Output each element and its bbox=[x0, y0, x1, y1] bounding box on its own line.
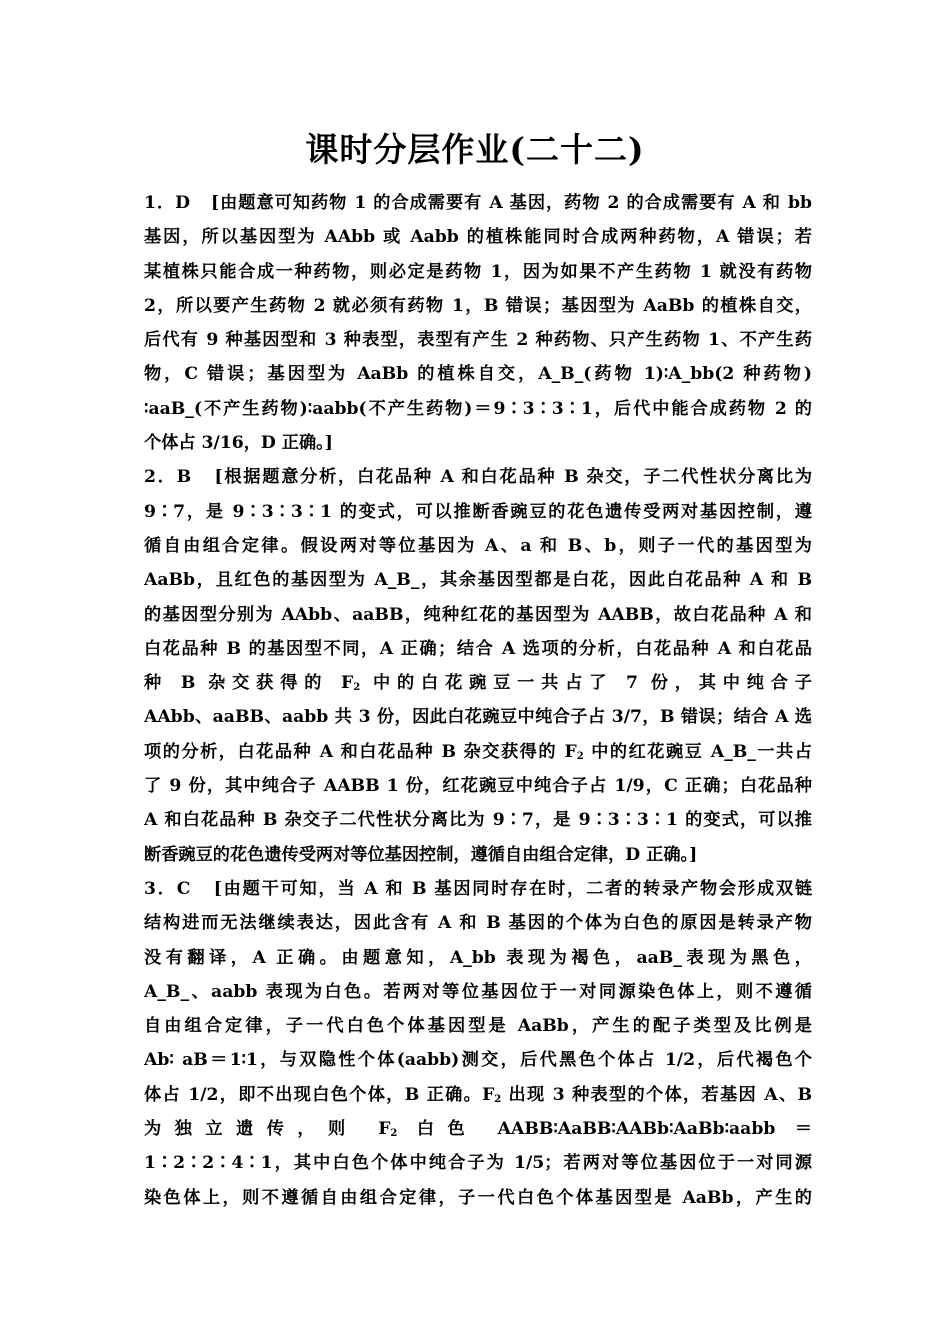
answer-1-line-2: 基因，所以基因型为 AAbb 或 Aabb 的植株能同时合成两种药物，A 错误；若 bbox=[144, 227, 812, 248]
answer-3-line-3: 没有翻译，A 正确。由题意知，A_bb 表现为褐色，aaB_表现为黑色， bbox=[144, 947, 812, 968]
answer-2-line-2: 9∶7，是 9∶3∶3∶1 的变式，可以推断香豌豆的花色遗传受两对基因控制，遵 bbox=[144, 501, 812, 522]
answer-3-line-7: 体占 1/2，即不出现白色个体，B 正确。$F_2$ 出现 3 种表型的个体，若基因 A、B bbox=[144, 1084, 812, 1105]
answer-2-line-1: 2．B [根据题意分析，白花品种 A 和白花品种 B 杂交，子二代性状分离比为 bbox=[144, 467, 812, 488]
answer-2-line-3: 循自由组合定律。假设两对等位基因为 A、a 和 B、b，则子一代的基因型为 bbox=[144, 535, 812, 556]
answer-2-line-9: 项的分析，白花品种 A 和白花品种 B 杂交获得的 $F_2$ 中的红花豌豆 A_B_一共占 bbox=[144, 741, 812, 762]
answer-2-label: 2．B bbox=[144, 467, 192, 488]
answer-1-line-6: 物，C 错误；基因型为 AaBb 的植株自交，A_B_(药物 1)∶A_bb(2 种药物) bbox=[144, 364, 812, 385]
answer-3-line-10: 染色体上，则不遵循自由组合定律，子一代白色个体基因型是 AaBb，产生的 bbox=[144, 1187, 812, 1208]
answer-1-line-7: ∶aaB_(不产生药物)∶aabb(不产生药物)＝9∶3∶3∶1，后代中能合成药物 2 的 bbox=[144, 398, 812, 419]
answer-2-line-8: AAbb、aaBB、aabb 共 3 份，因此白花豌豆中纯合子占 3/7，B 错误；结合 A 选 bbox=[144, 707, 812, 728]
answer-2-line-7: 种 B 杂交获得的 $F_2$ 中的白花豌豆一共占了 7 份，其中纯合子 bbox=[144, 673, 812, 694]
answer-3-line-9: 1∶2∶2∶4∶1，其中白色个体中纯合子为 1/5；若两对等位基因位于一对同源 bbox=[144, 1153, 812, 1174]
answer-3-line-1: 3．C [由题干可知，当 A 和 B 基因同时存在时，二者的转录产物会形成双链 bbox=[144, 878, 812, 899]
answer-3-line-4: A_B_、aabb 表现为白色。若两对等位基因位于一对同源染色体上，则不遵循 bbox=[144, 981, 812, 1002]
answer-3-line-8: 为独立遗传，则 $F_2$ 白色 AABB∶AaBB∶AABb∶AaBb∶aabb ＝ bbox=[144, 1119, 812, 1140]
answer-1-line-4: 2，所以要产生药物 2 就必须有药物 1，B 错误；基因型为 AaBb 的植株自交， bbox=[144, 295, 812, 316]
page-title: 课时分层作业(二十二) bbox=[305, 130, 645, 169]
answer-3-label: 3．C bbox=[144, 878, 191, 899]
answer-1-line-5: 后代有 9 种基因型和 3 种表型，表型有产生 2 种药物、只产生药物 1、不产生药 bbox=[144, 330, 812, 351]
answer-2-line-6: 白花品种 B 的基因型不同，A 正确；结合 A 选项的分析，白花品种 A 和白花品 bbox=[144, 638, 812, 659]
answer-2-line-11: A 和白花品种 B 杂交子二代性状分离比为 9∶7，是 9∶3∶3∶1 的变式，可以推 bbox=[144, 810, 812, 831]
answer-1-line-8: 个体占 3/16，D 正确。] bbox=[144, 433, 333, 454]
answer-1-label: 1．D bbox=[144, 193, 191, 213]
answer-2-line-5: 的基因型分别为 AAbb、aaBB，纯种红花的基因型为 AABB，故白花品种 A 和 bbox=[144, 604, 812, 625]
answer-2-line-12: 断香豌豆的花色遗传受两对等位基因控制，遵循自由组合定律，D 正确。] bbox=[144, 844, 698, 865]
answer-1-line-3: 某植株只能合成一种药物，则必定是药物 1，因为如果不产生药物 1 就没有药物 bbox=[144, 261, 812, 282]
answer-3-line-6: Ab∶ aB＝1∶1，与双隐性个体(aabb)测交，后代黑色个体占 1/2，后代褐色个 bbox=[144, 1050, 812, 1071]
answer-3-line-2: 结构进而无法继续表达，因此含有 A 和 B 基因的个体为白色的原因是转录产物 bbox=[144, 913, 812, 934]
answer-2-line-10: 了 9 份，其中纯合子 AABB 1 份，红花豌豆中纯合子占 1/9，C 正确；白花品种 bbox=[144, 776, 812, 797]
answer-body bbox=[144, 186, 812, 1215]
answer-1-line-1: 1．D [由题意可知药物 1 的合成需要有 A 基因，药物 2 的合成需要有 A 和 bb bbox=[144, 193, 812, 213]
answer-3-line-5: 自由组合定律，子一代白色个体基因型是 AaBb，产生的配子类型及比例是 bbox=[144, 1016, 812, 1037]
answer-2-line-4: AaBb，且红色的基因型为 A_B_，其余基因型都是白花，因此白花品种 A 和 B bbox=[144, 570, 812, 591]
